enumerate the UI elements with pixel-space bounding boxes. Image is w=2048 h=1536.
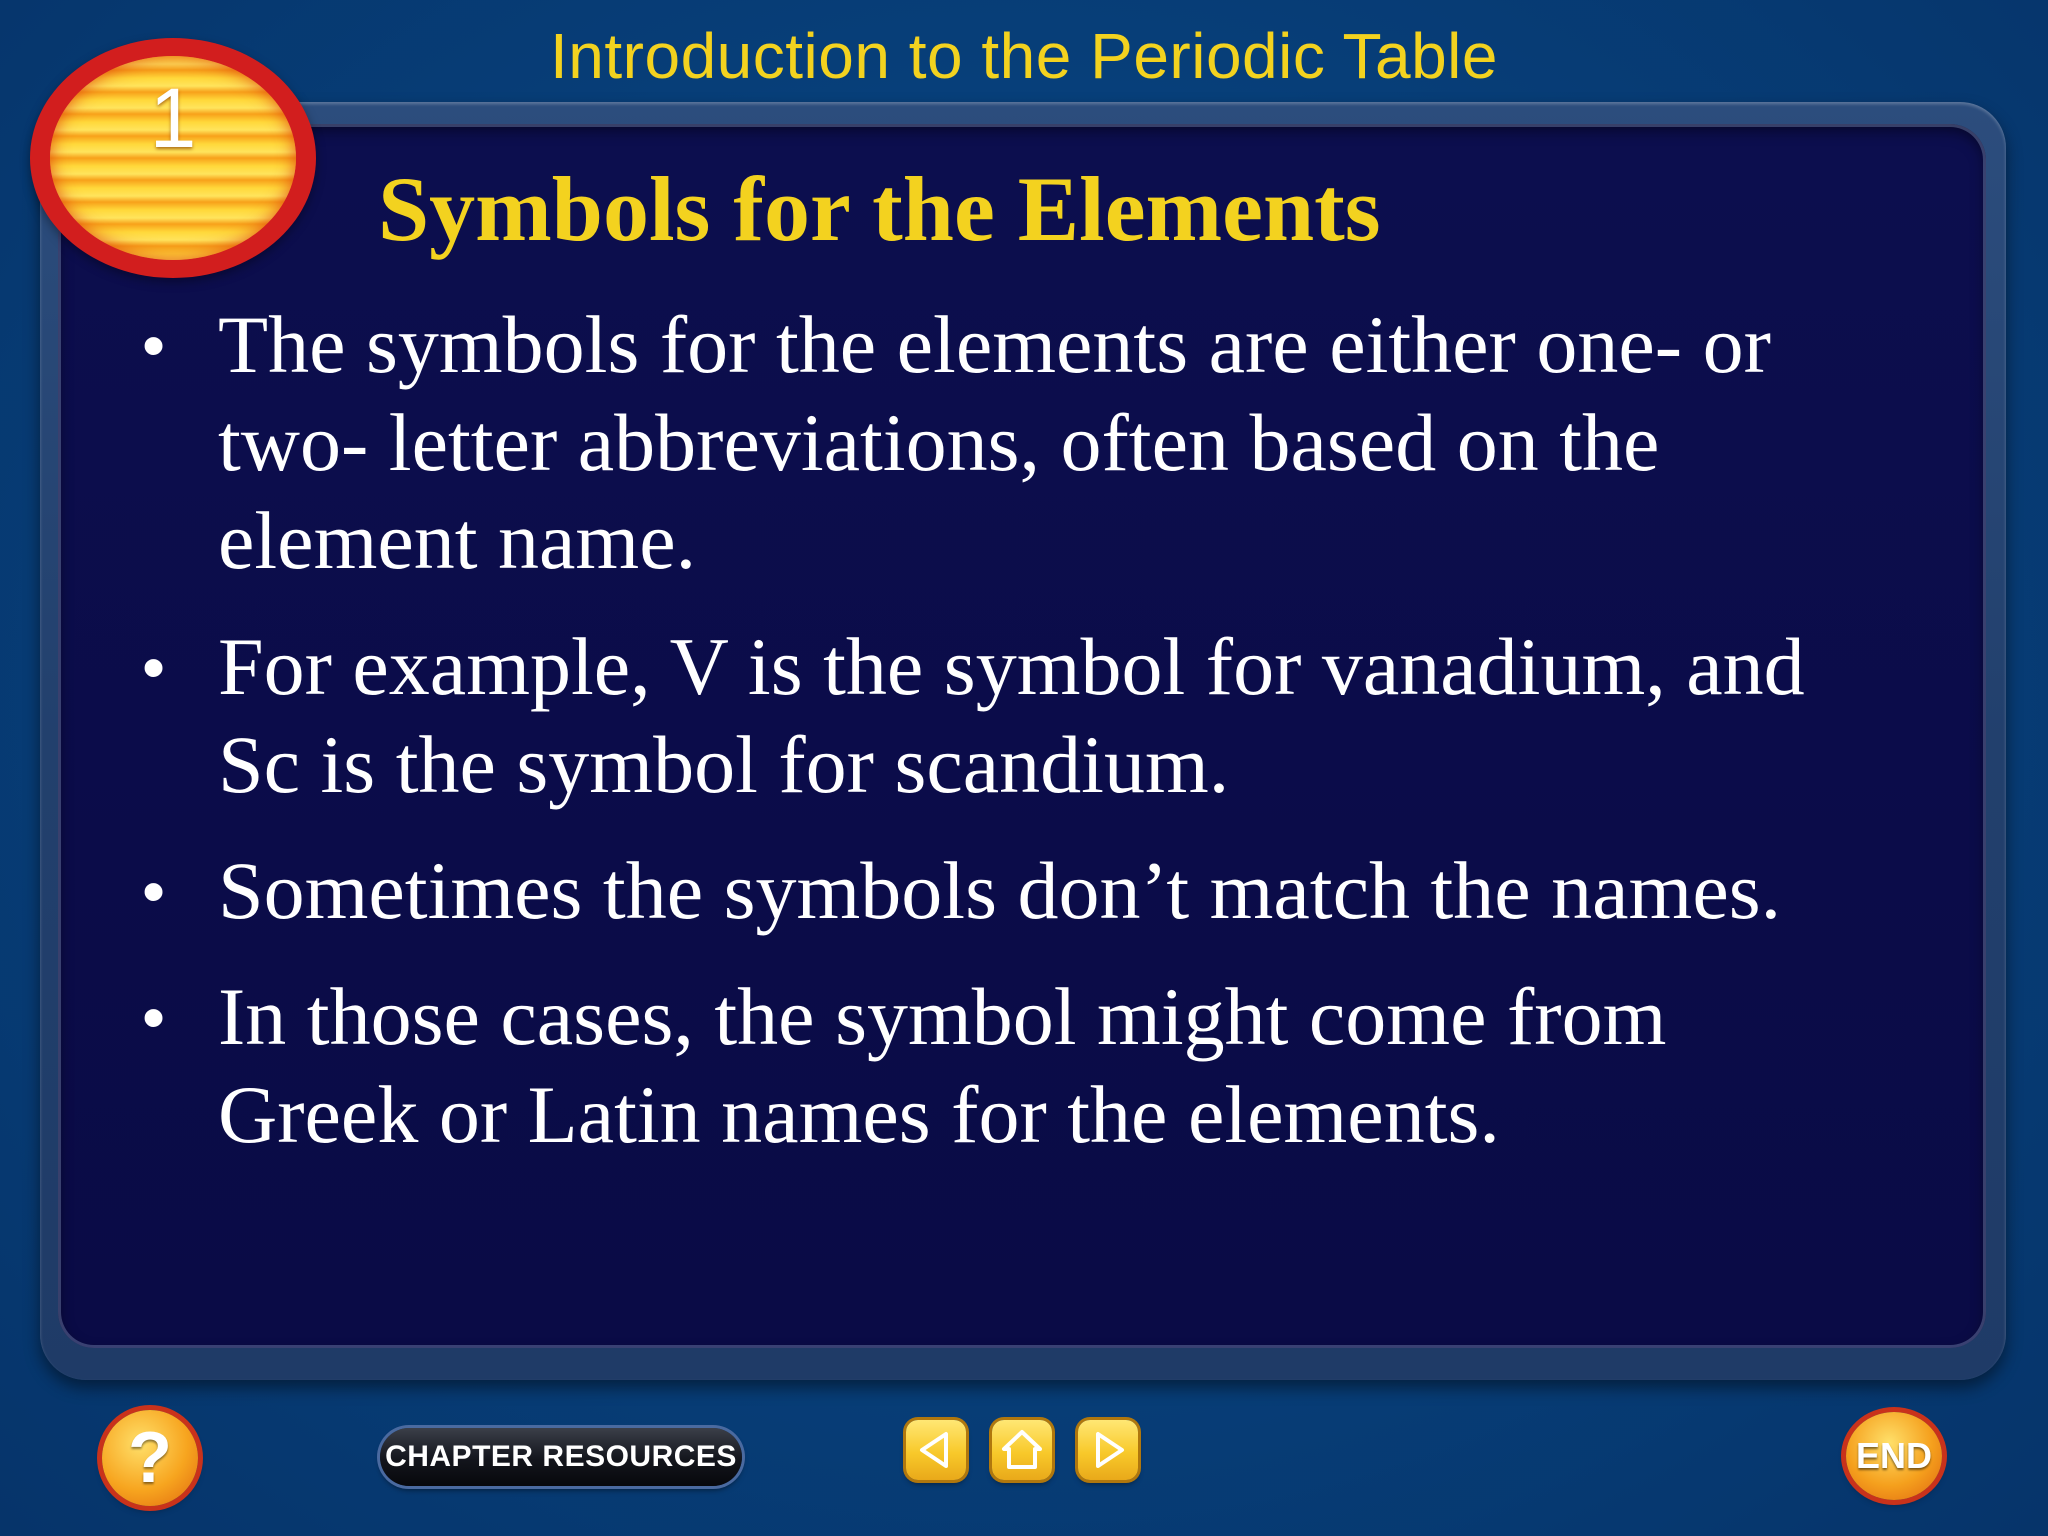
left-arrow-icon bbox=[906, 1420, 966, 1480]
bullet-marker: • bbox=[142, 630, 166, 704]
right-arrow-icon bbox=[1078, 1420, 1138, 1480]
bullet-marker: • bbox=[142, 980, 166, 1054]
bullet-text: For example, V is the symbol for vanadium, and Sc is the symbol for scandium. bbox=[218, 621, 1805, 810]
end-button[interactable]: END bbox=[1846, 1412, 1942, 1500]
back-button[interactable] bbox=[906, 1420, 966, 1480]
bullet-item bbox=[140, 296, 1880, 590]
help-button[interactable]: ? bbox=[102, 1410, 198, 1506]
bullet-item bbox=[140, 968, 1880, 1164]
slide-title: Symbols for the Elements bbox=[378, 158, 1381, 260]
bullet-item bbox=[140, 618, 1880, 814]
chapter-resources-button[interactable]: CHAPTER RESOURCES bbox=[380, 1428, 742, 1486]
bullet-text: The symbols for the elements are either one- or two- letter abbreviations, often based on the element name. bbox=[218, 299, 1771, 586]
section-number: 1 bbox=[149, 71, 197, 165]
bullet-text: In those cases, the symbol might come from Greek or Latin names for the elements. bbox=[218, 971, 1667, 1160]
section-number-badge bbox=[30, 38, 316, 278]
bullet-text: Sometimes the symbols don’t match the names. bbox=[218, 845, 1782, 936]
forward-button[interactable] bbox=[1078, 1420, 1138, 1480]
bullet-marker: • bbox=[142, 308, 166, 382]
bullet-list bbox=[140, 296, 1880, 1192]
header-title: Introduction to the Periodic Table bbox=[550, 20, 1498, 92]
home-icon bbox=[992, 1420, 1052, 1480]
bullet-item bbox=[140, 842, 1880, 940]
bullet-marker: • bbox=[142, 854, 166, 928]
home-button[interactable] bbox=[992, 1420, 1052, 1480]
